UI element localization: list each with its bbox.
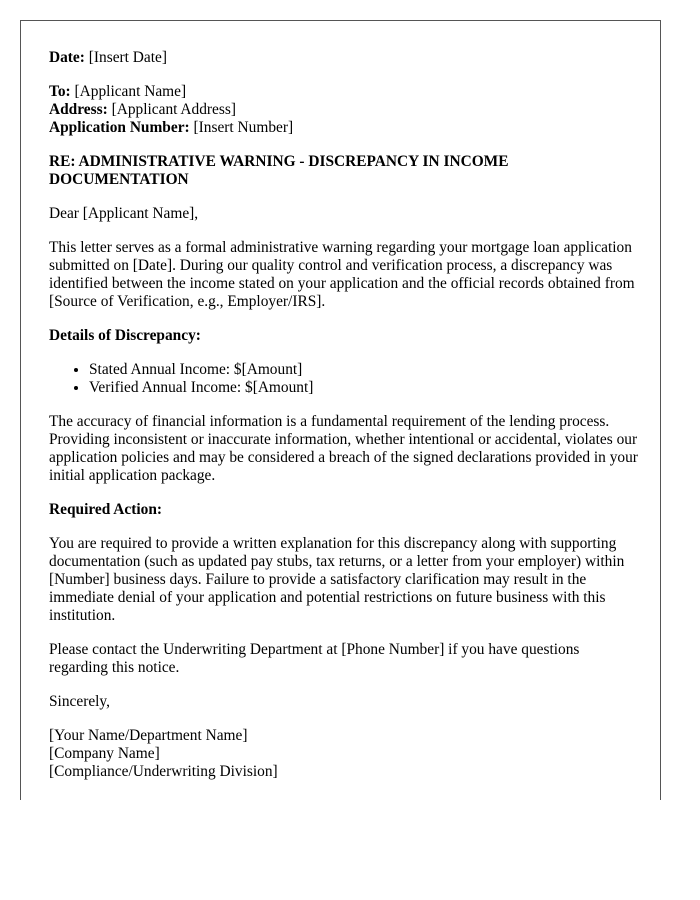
list-item: • Verified Annual Income: $[Amount]: [89, 379, 642, 397]
required-action-heading: Required Action:: [49, 501, 163, 518]
address-line: [49, 101, 642, 119]
to-line: [49, 83, 642, 101]
letter-page: [20, 20, 661, 800]
date-label: Date:: [49, 49, 85, 66]
contact-paragraph: Please contact the Underwriting Department at [Phone Number] if you have questions regarding this notice.: [49, 641, 580, 676]
date-line: [49, 49, 642, 67]
to-value: [Applicant Name]: [74, 83, 187, 100]
intro-paragraph: This letter serves as a formal administrative warning regarding your mortgage loan application submitted on [Date]. During our quality control and verification process, a discrepancy was identified between the income stated on your application and the official records obtained from [Source of Verification, e.g., Employer/IRS].: [49, 239, 635, 310]
signature-division: [Compliance/Underwriting Division]: [49, 763, 278, 780]
signature-block: [49, 727, 642, 781]
to-label: To:: [49, 83, 71, 100]
application-number-label: Application Number:: [49, 119, 190, 136]
address-label: Address:: [49, 101, 108, 118]
list-item: • Stated Annual Income: $[Amount]: [89, 361, 642, 379]
signature-company: [Company Name]: [49, 745, 160, 762]
application-number-value: [Insert Number]: [193, 119, 294, 136]
address-value: [Applicant Address]: [111, 101, 236, 118]
application-number-line: [49, 119, 642, 137]
subject-line: RE: ADMINISTRATIVE WARNING - DISCREPANCY IN INCOME DOCUMENTATION: [49, 153, 509, 188]
closing: Sincerely,: [49, 693, 110, 710]
salutation: Dear [Applicant Name],: [49, 205, 199, 222]
accuracy-paragraph: The accuracy of financial information is a fundamental requirement of the lending process. Providing inconsistent or inaccurate information, whether intentional or accidental, violates our application policies and may be considered a breach of the signed declarations provided in your initial application package.: [49, 413, 638, 484]
required-action-paragraph: You are required to provide a written explanation for this discrepancy along with supporting documentation (such as updated pay stubs, tax returns, or a letter from your employer) within [Number] business days. Failure to provide a satisfactory clarification may result in the immediate denial of your application and potential restrictions on future business with this institution.: [49, 535, 625, 624]
signature-name: [Your Name/Department Name]: [49, 727, 248, 744]
recipient-block: [49, 83, 642, 137]
details-heading: Details of Discrepancy:: [49, 327, 201, 344]
date-value: [Insert Date]: [88, 49, 167, 66]
details-list: [49, 361, 642, 397]
